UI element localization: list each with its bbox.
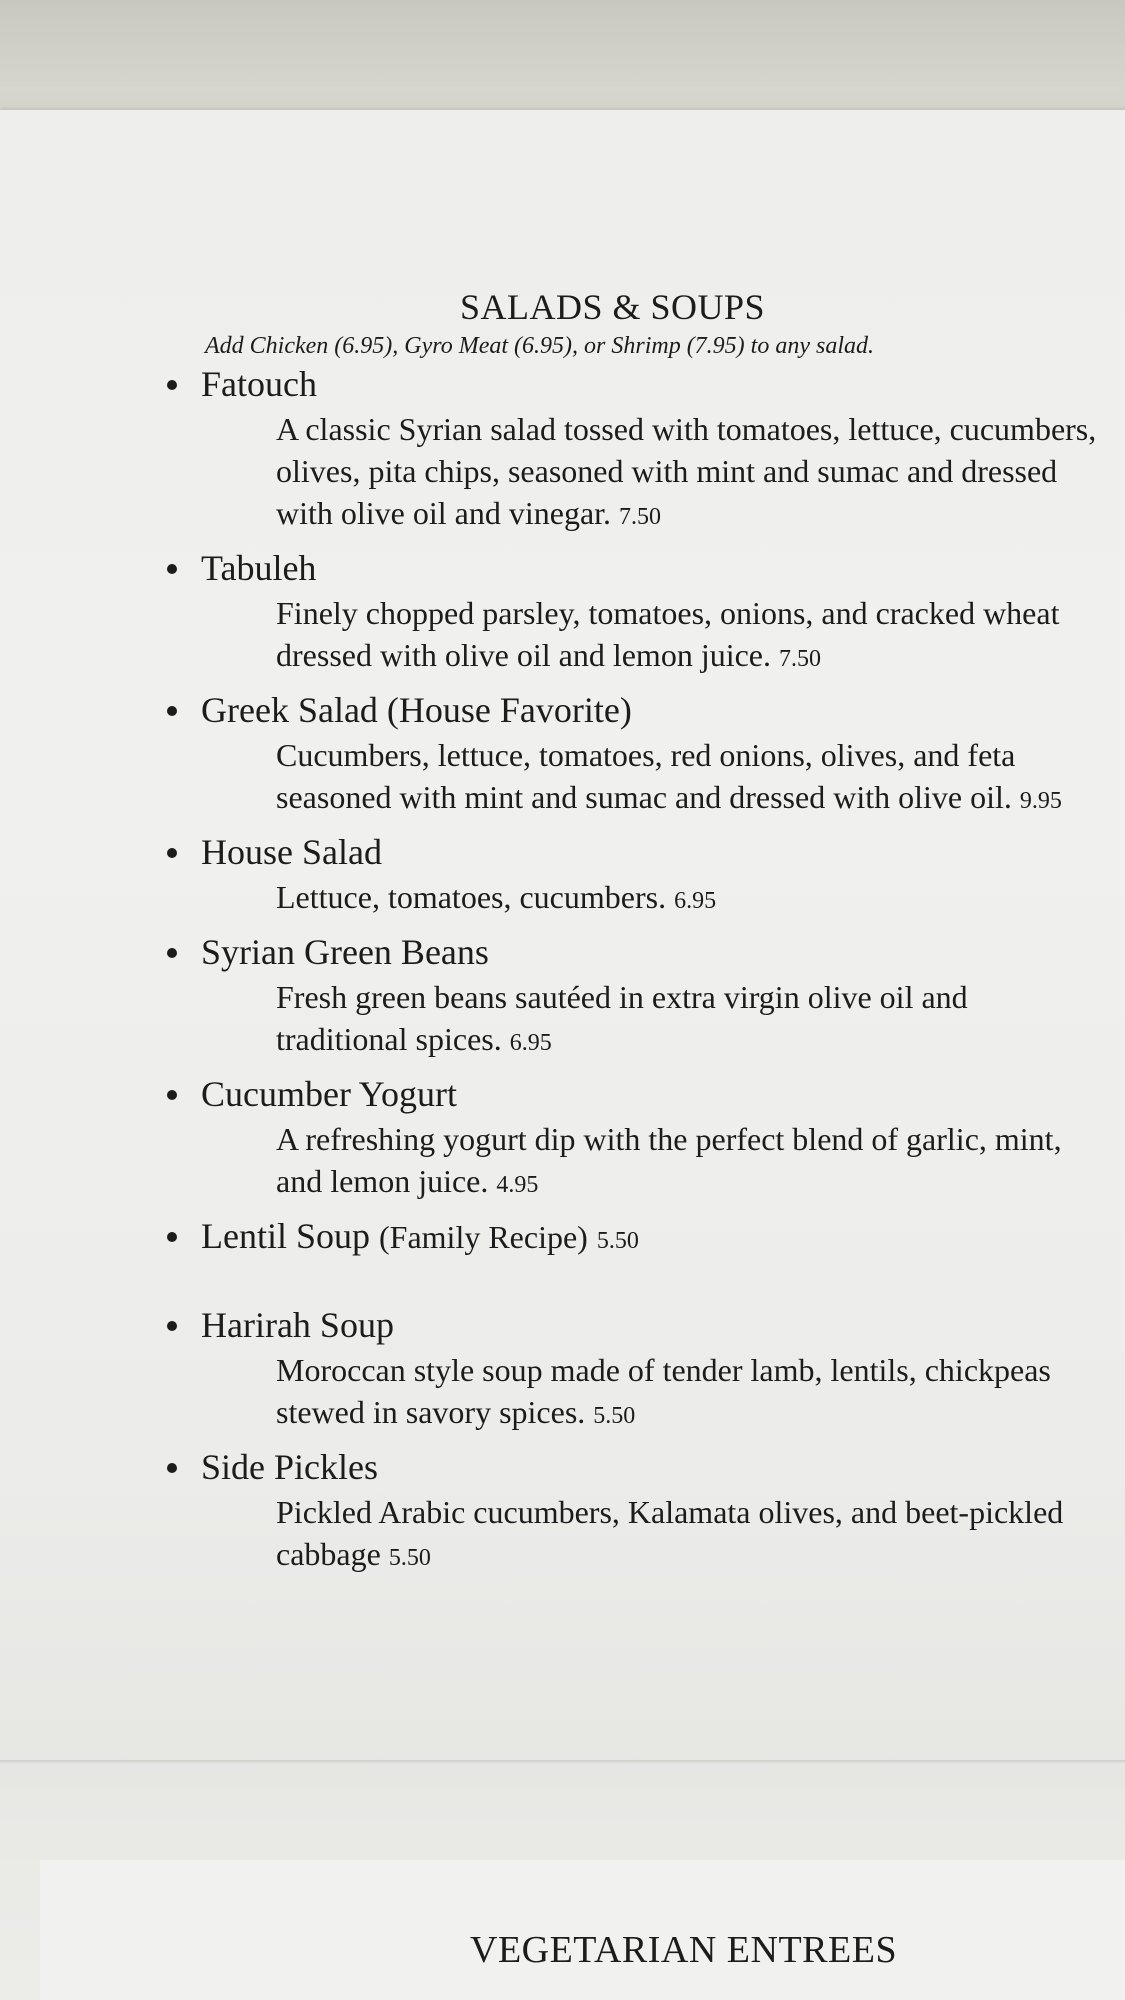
item-name-text: Side Pickles: [201, 1447, 378, 1487]
bullet-icon: [167, 1463, 177, 1473]
item-price: 6.95: [674, 888, 717, 914]
next-section-title: VEGETARIAN ENTREES: [470, 1929, 898, 1971]
menu-item-name: [201, 360, 1103, 408]
item-description-text: A refreshing yogurt dip with the perfect blend of garlic, mint, and lemon juice.: [276, 1121, 1062, 1199]
menu-item-name: [201, 1070, 1103, 1118]
item-price: 7.50: [619, 504, 662, 530]
item-price: 7.50: [779, 646, 821, 672]
menu-item-description: [276, 592, 1103, 686]
menu-item: [163, 544, 1103, 686]
menu-item-name: [201, 928, 1103, 976]
menu-item: [163, 1070, 1103, 1212]
menu-item-description: [276, 408, 1103, 544]
menu-item-description: [276, 1491, 1103, 1585]
item-price: 5.50: [593, 1403, 636, 1429]
bullet-icon: [167, 380, 177, 390]
bullet-icon: [167, 948, 177, 958]
item-note: (Family Recipe): [379, 1219, 588, 1255]
menu-item-description: [276, 1118, 1103, 1212]
item-name-text: Lentil Soup: [201, 1216, 370, 1256]
menu-item-name: [201, 1212, 1103, 1265]
menu-item-name: [201, 1443, 1103, 1491]
bullet-icon: [167, 564, 177, 574]
item-name-text: Harirah Soup: [201, 1305, 394, 1345]
menu-item-list: [163, 360, 1103, 1585]
menu-item-description: [276, 1349, 1103, 1443]
menu-item: [163, 1212, 1103, 1301]
item-description-text: Moroccan style soup made of tender lamb, lentils, chickpeas stewed in savory spices.: [276, 1352, 1051, 1430]
menu-item: [163, 1301, 1103, 1443]
item-price: 9.95: [1019, 788, 1062, 814]
item-price: 6.95: [509, 1030, 552, 1056]
item-name-text: Greek Salad (House Favorite): [201, 690, 632, 730]
menu-item-description: [276, 976, 1103, 1070]
item-description-text: Lettuce, tomatoes, cucumbers.: [276, 879, 667, 915]
bullet-icon: [167, 1090, 177, 1100]
item-name-text: Syrian Green Beans: [201, 932, 489, 972]
item-description-text: A classic Syrian salad tossed with tomatoes, lettuce, cucumbers, olives, pita chips, seasoned with mint and sumac and dressed with olive oil and vinegar.: [276, 411, 1097, 531]
item-description-text: Finely chopped parsley, tomatoes, onions, and cracked wheat dressed with olive oil and lemon juice.: [276, 595, 1060, 673]
item-price: 5.50: [596, 1228, 639, 1254]
item-description-text: Fresh green beans sautéed in extra virgin olive oil and traditional spices.: [276, 979, 968, 1057]
item-name-text: House Salad: [201, 832, 382, 872]
bullet-icon: [167, 1232, 177, 1242]
menu-item-description: [276, 876, 1103, 928]
item-price: 4.95: [496, 1172, 539, 1198]
spacer: [201, 1265, 1103, 1301]
menu-item-description: [276, 734, 1103, 828]
menu-item-name: [201, 544, 1103, 592]
bullet-icon: [167, 848, 177, 858]
menu-item: [163, 928, 1103, 1070]
section-subtitle: Add Chicken (6.95), Gyro Meat (6.95), or Shrimp (7.95) to any salad.: [205, 333, 874, 359]
menu-item: [163, 828, 1103, 928]
bullet-icon: [167, 1321, 177, 1331]
item-name-text: Cucumber Yogurt: [201, 1074, 458, 1114]
item-name-text: Fatouch: [201, 364, 317, 404]
menu-item-name: [201, 1301, 1103, 1349]
menu-item: [163, 686, 1103, 828]
item-name-text: Tabuleh: [201, 548, 317, 588]
menu-item: [163, 1443, 1103, 1585]
menu-item-name: [201, 686, 1103, 734]
bullet-icon: [167, 706, 177, 716]
menu-item-name: [201, 828, 1103, 876]
item-description-text: Cucumbers, lettuce, tomatoes, red onions, olives, and feta seasoned with mint and sumac and dressed with olive oil.: [276, 737, 1016, 815]
item-price: 5.50: [388, 1545, 431, 1571]
page-fold-shadow: [0, 1760, 1125, 1764]
menu-item: [163, 360, 1103, 544]
item-description-text: Pickled Arabic cucumbers, Kalamata olives, and beet-pickled cabbage: [276, 1494, 1064, 1572]
section-title: SALADS & SOUPS: [459, 287, 766, 327]
